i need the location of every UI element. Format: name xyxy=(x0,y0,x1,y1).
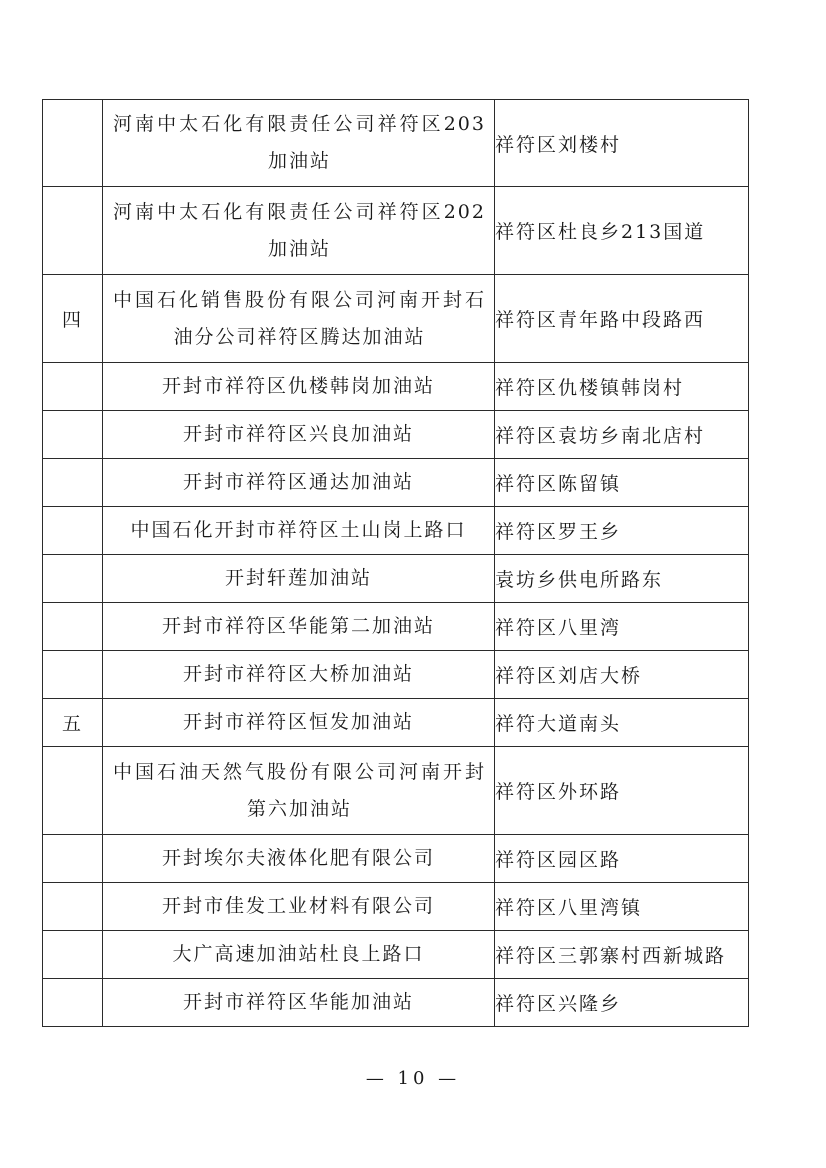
station-name-cell: 开封市祥符区大桥加油站 xyxy=(103,651,495,699)
station-name-cell: 开封市佳发工业材料有限公司 xyxy=(103,883,495,931)
station-location-cell: 祥符区仇楼镇韩岗村 xyxy=(495,363,749,411)
row-index-cell xyxy=(43,363,103,411)
station-name-cell: 大广高速加油站杜良上路口 xyxy=(103,931,495,979)
station-name-cell: 中国石油天然气股份有限公司河南开封第六加油站 xyxy=(103,747,495,835)
page-number: — 10 — xyxy=(365,1068,461,1089)
station-location-cell: 祥符区陈留镇 xyxy=(495,459,749,507)
table-row xyxy=(43,411,749,459)
station-name-cell: 河南中太石化有限责任公司祥符区202加油站 xyxy=(103,187,495,275)
table-row xyxy=(43,507,749,555)
table-row xyxy=(43,363,749,411)
row-index-cell xyxy=(43,603,103,651)
table-row xyxy=(43,603,749,651)
row-index-cell xyxy=(43,459,103,507)
station-location-cell: 祥符区刘楼村 xyxy=(495,100,749,187)
table-row xyxy=(43,979,749,1027)
station-name-cell: 开封市祥符区华能第二加油站 xyxy=(103,603,495,651)
table-row xyxy=(43,883,749,931)
station-location-cell: 祥符区杜良乡213国道 xyxy=(495,187,749,275)
station-location-cell: 祥符区青年路中段路西 xyxy=(495,275,749,363)
row-index-cell xyxy=(43,979,103,1027)
station-table-body xyxy=(43,100,749,1027)
station-name-cell: 开封市祥符区通达加油站 xyxy=(103,459,495,507)
station-name-cell: 开封埃尔夫液体化肥有限公司 xyxy=(103,835,495,883)
station-name-cell: 中国石化开封市祥符区土山岗上路口 xyxy=(103,507,495,555)
table-row xyxy=(43,931,749,979)
row-index-cell xyxy=(43,835,103,883)
station-location-cell: 祥符区八里湾镇 xyxy=(495,883,749,931)
station-location-cell: 袁坊乡供电所路东 xyxy=(495,555,749,603)
station-name-cell: 开封市祥符区兴良加油站 xyxy=(103,411,495,459)
row-index-cell xyxy=(43,651,103,699)
row-index-cell xyxy=(43,187,103,275)
station-location-cell: 祥符区袁坊乡南北店村 xyxy=(495,411,749,459)
station-name-cell: 开封市祥符区华能加油站 xyxy=(103,979,495,1027)
station-name-cell: 中国石化销售股份有限公司河南开封石油分公司祥符区腾达加油站 xyxy=(103,275,495,363)
table-row xyxy=(43,699,749,747)
station-location-cell: 祥符区外环路 xyxy=(495,747,749,835)
station-name-cell: 河南中太石化有限责任公司祥符区203加油站 xyxy=(103,100,495,187)
station-location-cell: 祥符区三郭寨村西新城路 xyxy=(495,931,749,979)
row-index-cell: 四 xyxy=(43,275,103,363)
station-location-cell: 祥符区八里湾 xyxy=(495,603,749,651)
table-row xyxy=(43,747,749,835)
row-index-cell xyxy=(43,100,103,187)
station-location-cell: 祥符区园区路 xyxy=(495,835,749,883)
row-index-cell xyxy=(43,411,103,459)
row-index-cell xyxy=(43,931,103,979)
station-location-cell: 祥符区兴隆乡 xyxy=(495,979,749,1027)
station-name-cell: 开封轩莲加油站 xyxy=(103,555,495,603)
row-index-cell xyxy=(43,507,103,555)
station-location-cell: 祥符区罗王乡 xyxy=(495,507,749,555)
row-index-cell xyxy=(43,555,103,603)
table-row xyxy=(43,555,749,603)
station-location-cell: 祥符区刘店大桥 xyxy=(495,651,749,699)
station-location-cell: 祥符大道南头 xyxy=(495,699,749,747)
station-name-cell: 开封市祥符区恒发加油站 xyxy=(103,699,495,747)
row-index-cell xyxy=(43,883,103,931)
station-table xyxy=(42,99,749,1027)
table-row xyxy=(43,651,749,699)
station-name-cell: 开封市祥符区仇楼韩岗加油站 xyxy=(103,363,495,411)
table-row xyxy=(43,187,749,275)
table-row xyxy=(43,459,749,507)
row-index-cell xyxy=(43,747,103,835)
table-row xyxy=(43,275,749,363)
row-index-cell: 五 xyxy=(43,699,103,747)
table-row xyxy=(43,100,749,187)
table-row xyxy=(43,835,749,883)
